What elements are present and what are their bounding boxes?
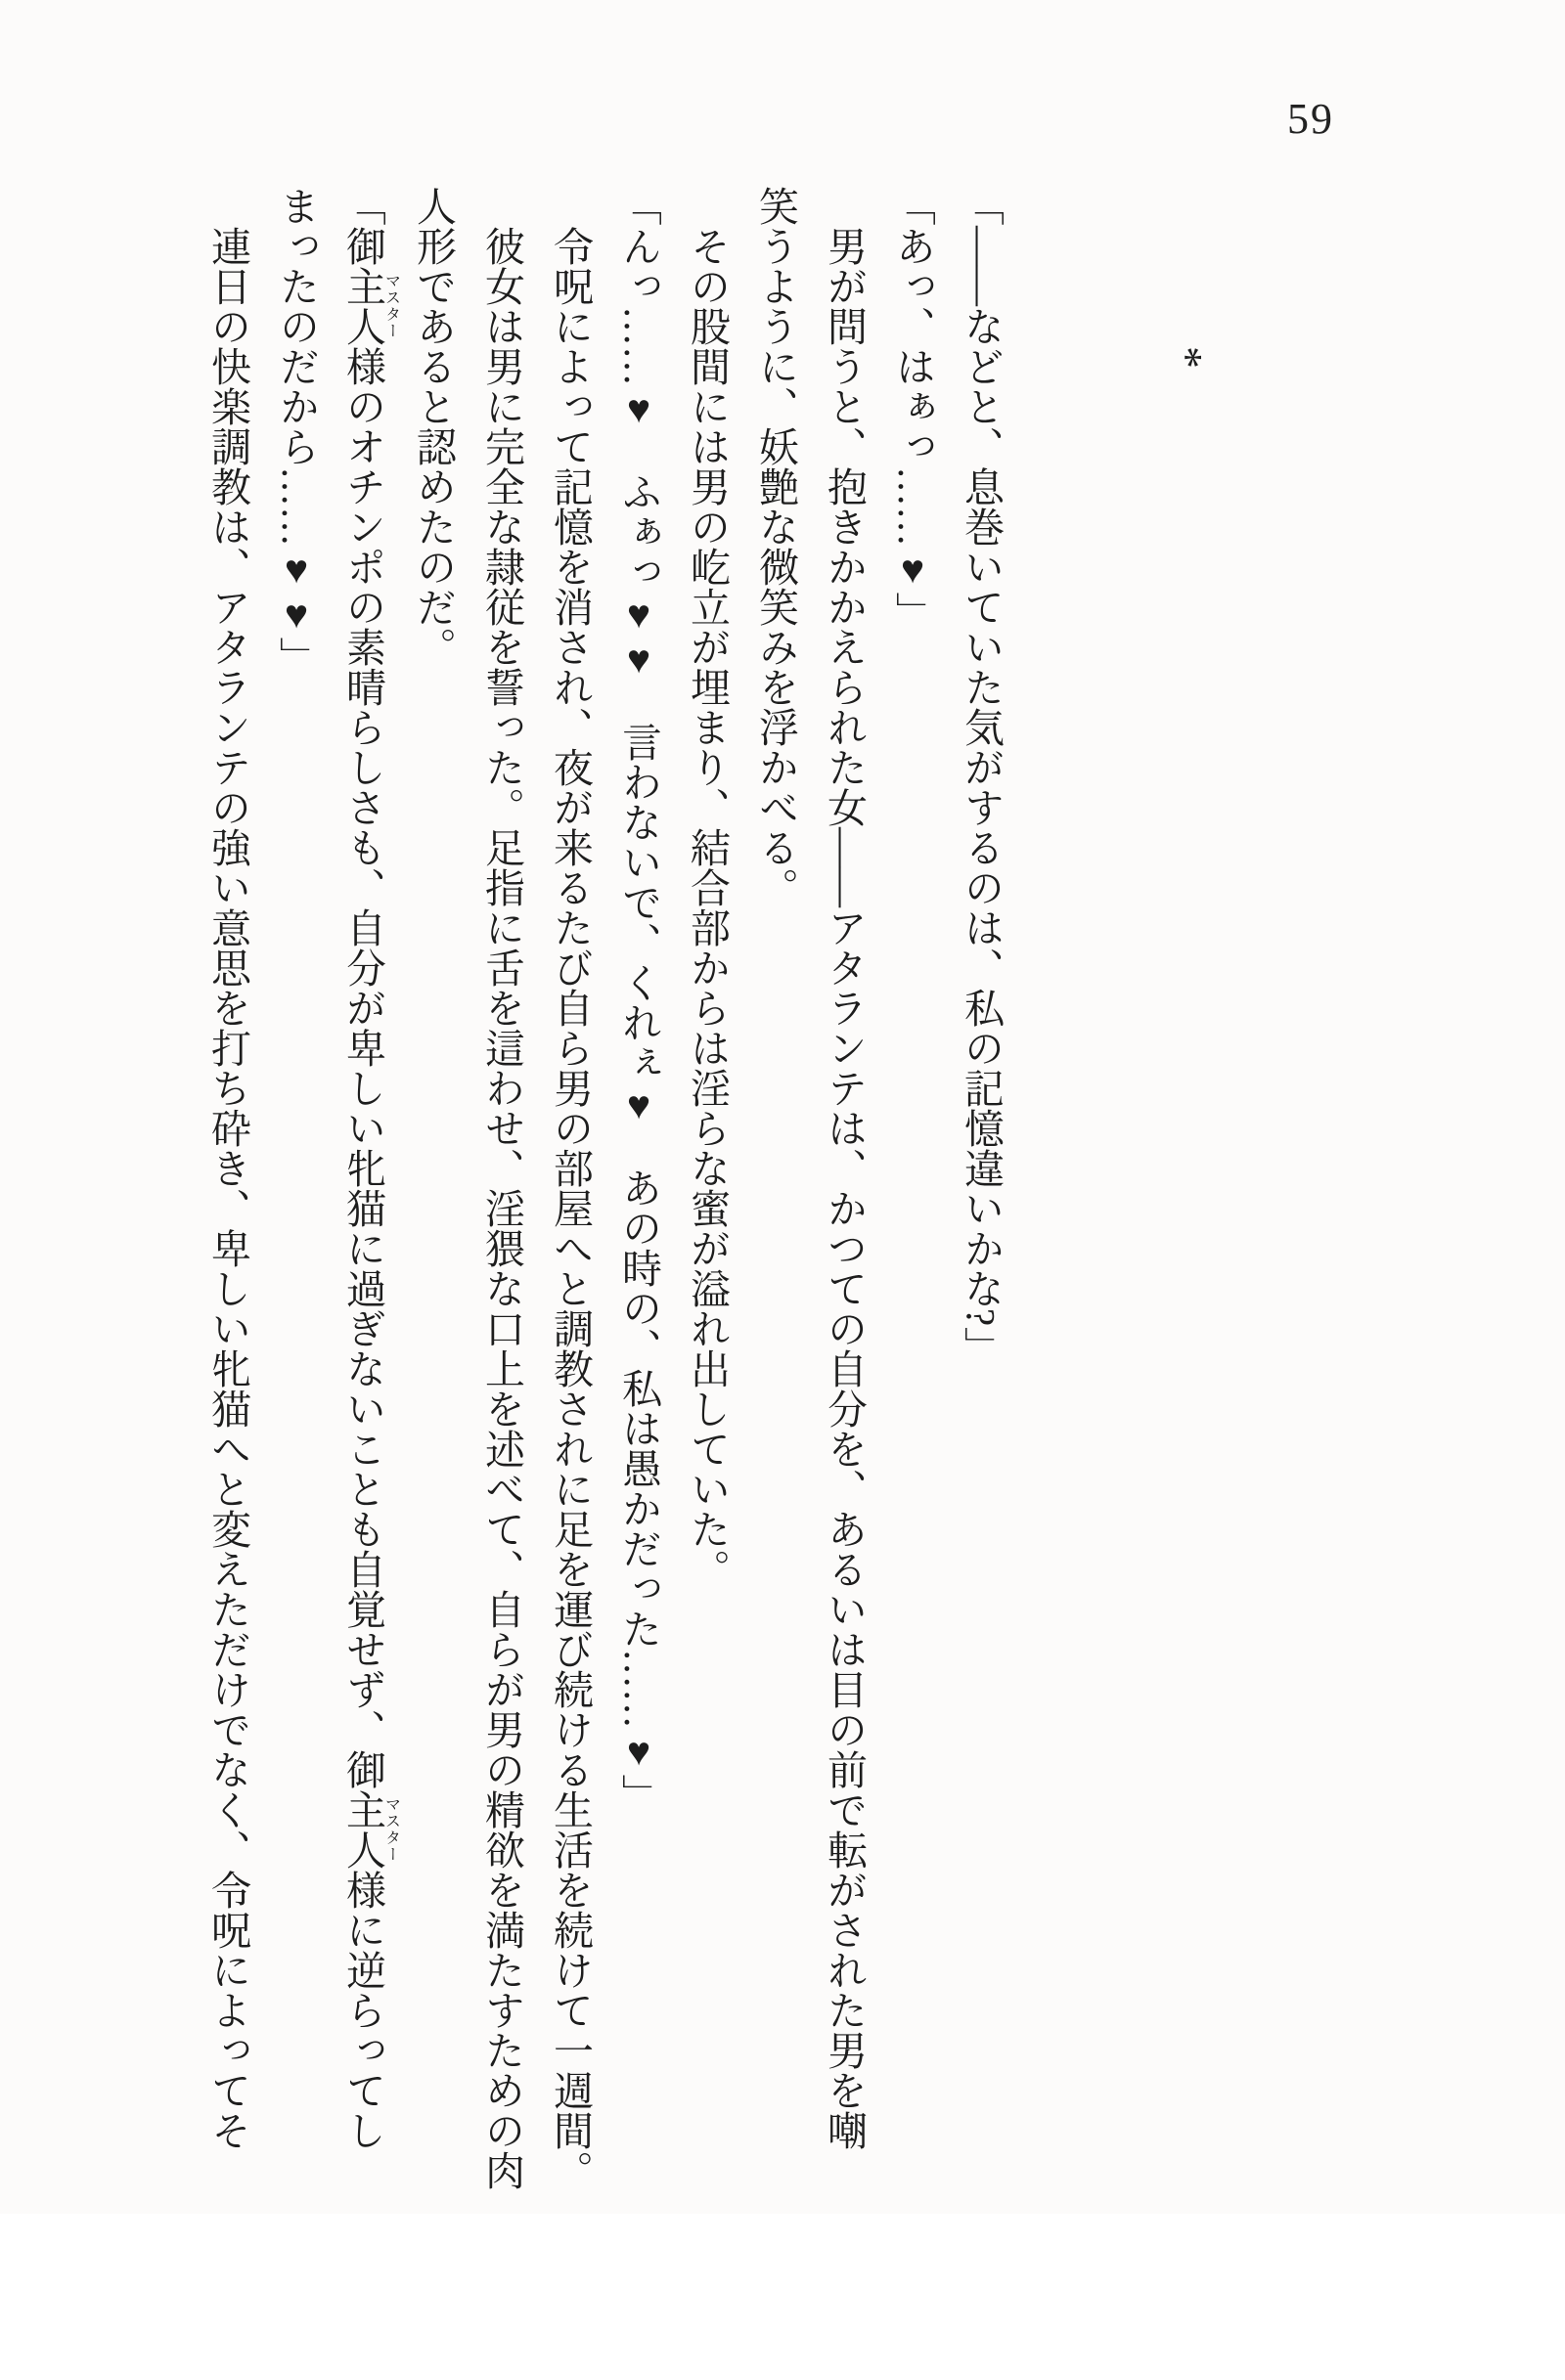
dialogue-line-1: 「——などと、息巻いていた気がするのは、私の記憶違いかな?」 [959,186,1004,1367]
dialogue-line-4-cont: まったのだから……♥♥」 [274,186,319,677]
narration-line-5: 連日の快楽調教は、アタランテの強い意思を打ち砕き、卑しい牝猫へと変えただけでなく、令呪によってそ [205,226,250,2150]
dialogue-line-4: 「御主人様マスターのオチンポの素晴らしさも、自分が卑しい牝猫に過ぎないことも自覚せず、御主人様マスターに逆らってし [340,186,400,2150]
narration-line-1: 男が問うと、抱きかかえられた女——アタランテは、かつての自分を、あるいは目の前で転がされた男を嘲 [822,226,867,2150]
narration-line-4: 彼女は男に完全な隷従を誓った。足指に舌を這わせ、淫猥な口上を述べて、自らが男の精欲を満たすための肉 [479,226,524,2190]
narration-line-4-cont: 人形であると認めたのだ。 [411,186,456,667]
furigana-text: マスター [382,226,400,386]
page-number: 59 [1287,95,1334,143]
ruby-annotated-word: 御主人様マスター [340,226,400,386]
narration-line-2: その股間には男の屹立が埋まり、結合部からは淫らな蜜が溢れ出していた。 [685,226,730,1589]
narration-line-3: 令呪によって記憶を消され、夜が来るたび自ら男の部屋へと調教されに足を運び続ける生活を続けて一週間。 [548,226,593,2190]
scene-break-asterisk: * [1162,346,1212,369]
dialogue-line-3: 「んっ……♥ ふぁっ♥♥ 言わないで、くれぇ♥ あの時の、私は愚かだった……♥」 [616,186,661,1814]
furigana-text: マスター [382,1749,400,1910]
dialogue-line-2: 「あっ、はぁっ……♥」 [890,186,935,632]
scene-break-line [1152,186,1221,2380]
narration-line-1-cont: 笑うように、妖艶な微笑みを浮かべる。 [753,186,798,907]
ruby-annotated-word: 御主人様マスター [340,1749,400,1910]
